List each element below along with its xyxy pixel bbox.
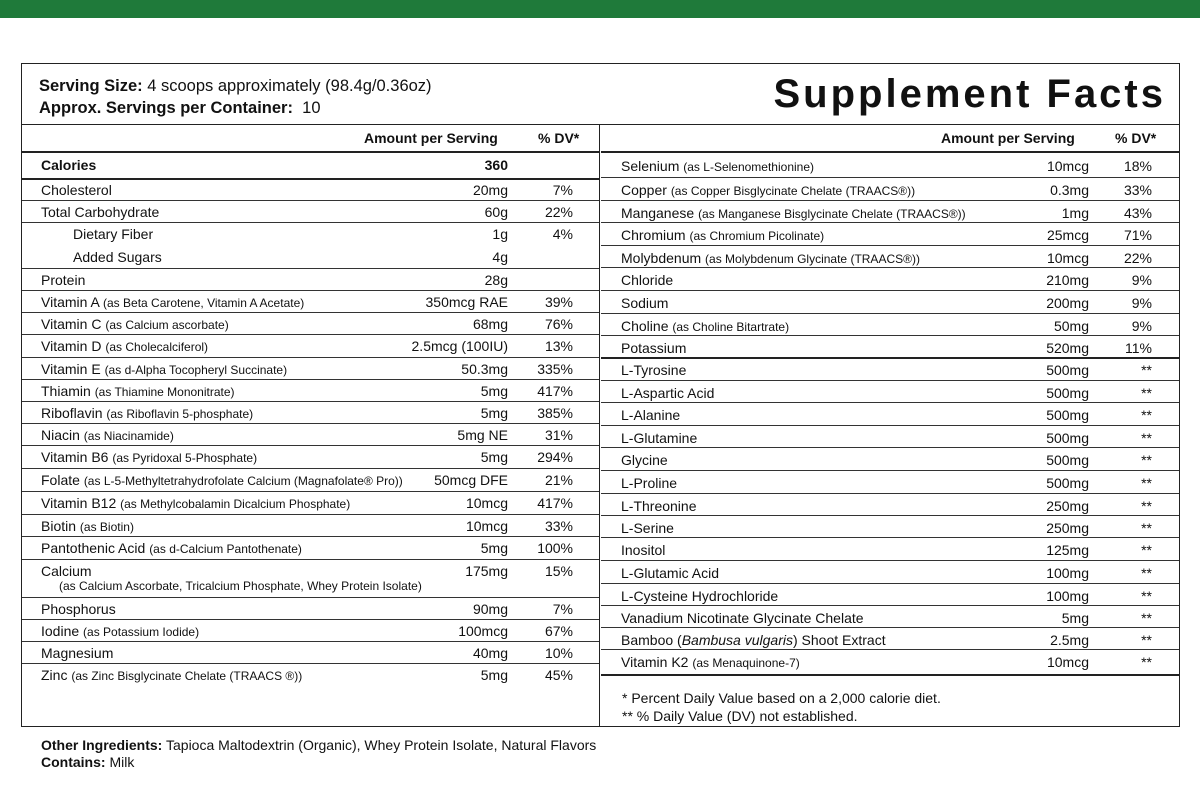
nutrient-amount: 500mg [1046,385,1089,401]
nutrient-amount: 500mg [1046,407,1089,423]
nutrient-dv: 76% [544,316,573,332]
nutrient-amount: 5mg [480,540,508,556]
nutrient-source-note: (as Calcium ascorbate) [105,318,229,332]
nutrient-label: Vitamin A [41,294,100,310]
nutrient-row [22,559,599,598]
nutrient-amount: 60g [484,204,508,220]
nutrient-label: Chloride [621,272,674,288]
nutrient-dv: ** [1141,362,1152,378]
facts-header [22,64,1179,125]
nutrient-label: Inositol [621,542,666,558]
nutrient-dv: ** [1141,654,1152,670]
nutrient-amount: 250mg [1046,498,1089,514]
nutrient-amount: 0.3mg [1050,182,1089,198]
nutrient-name [621,250,920,266]
nutrient-amount: 1mg [1061,205,1089,221]
nutrient-row [601,200,1179,223]
nutrient-name [621,407,680,423]
nutrient-label: Vitamin K2 [621,654,689,670]
other-ingredients-label: Other Ingredients: [41,737,163,753]
nutrient-amount: 5mg [480,405,508,421]
nutrient-label: Protein [41,272,86,288]
nutrient-name [41,449,257,465]
nutrient-dv: 9% [1131,295,1152,311]
nutrient-label: Magnesium [41,645,114,661]
nutrient-row [601,583,1179,606]
nutrient-name [621,475,677,491]
nutrient-name [41,405,253,421]
nutrient-amount: 50mcg DFE [434,472,508,488]
nutrient-source-note: (as Molybdenum Glycinate (TRAACS®)) [705,252,920,266]
brand-top-bar [0,0,1200,18]
nutrient-label: Vitamin B12 [41,495,117,511]
nutrient-name [621,205,966,221]
nutrient-dv: 9% [1131,272,1152,288]
nutrient-dv: 33% [1123,182,1152,198]
nutrient-row [22,153,599,180]
nutrient-amount: 5mg NE [457,427,508,443]
nutrient-label: Sodium [621,295,669,311]
other-ingredients-value: Tapioca Maltodextrin (Organic), Whey Protein Isolate, Natural Flavors [166,737,597,753]
nutrient-row [22,514,599,537]
nutrient-label: Molybdenum [621,250,702,266]
nutrient-row [601,380,1179,403]
nutrient-name [621,272,673,288]
nutrient-name [621,498,697,514]
nutrient-amount: 1g [492,226,508,242]
nutrient-row [22,423,599,446]
nutrient-row [22,245,599,269]
nutrient-label: Vitamin B6 [41,449,109,465]
nutrient-row [22,468,599,492]
nutrient-row [22,334,599,358]
nutrient-amount: 100mg [1046,565,1089,581]
nutrient-source-note: (as Pyridoxal 5-Phosphate) [112,451,258,465]
nutrient-label: L-Alanine [621,407,681,423]
left-column [22,124,599,726]
nutrient-name [621,542,665,558]
nutrient-label: L-Glutamic Acid [621,565,720,581]
nutrient-amount: 350mcg RAE [425,294,508,310]
nutrient-dv: 22% [1123,250,1152,266]
nutrient-dv: 7% [552,601,573,617]
nutrient-dv: 18% [1123,158,1152,174]
nutrient-row [22,357,599,380]
nutrient-name [41,667,302,683]
nutrient-name [621,430,697,446]
nutrient-dv: 39% [544,294,573,310]
nutrient-name [621,340,686,356]
nutrient-dv: 21% [544,472,573,488]
nutrient-label: Phosphorus [41,601,116,617]
nutrient-label: Dietary Fiber [73,226,154,242]
nutrient-dv: ** [1141,520,1152,536]
nutrient-row [601,313,1179,336]
nutrient-amount: 10mcg [1046,250,1089,266]
nutrient-row [601,357,1179,381]
nutrient-dv: 7% [552,182,573,198]
nutrient-dv: 43% [1123,205,1152,221]
nutrient-name [41,645,113,661]
nutrient-name [621,158,814,174]
nutrient-amount: 500mg [1046,452,1089,468]
nutrient-row [601,177,1179,201]
nutrient-source-note: (as Methylcobalamin Dicalcium Phosphate) [120,497,351,511]
nutrient-label: Selenium [621,158,680,174]
dv-header: % DV* [1115,130,1157,146]
nutrient-amount: 10mcg [465,495,508,511]
facts-title: Supplement Facts [773,72,1166,116]
nutrient-name [621,588,778,604]
nutrient-dv: ** [1141,632,1152,648]
nutrient-amount: 20mg [472,182,508,198]
nutrient-row [22,268,599,291]
nutrient-name [621,362,686,378]
not-established-footnote: ** % Daily Value (DV) not established. [622,708,858,724]
nutrient-source-note: (as Menaquinone-7) [692,656,800,670]
nutrient-name [621,295,668,311]
nutrient-source-note: (as L-5-Methyltetrahydrofolate Calcium (Magnafolate® Pro)) [83,474,403,488]
nutrient-row [601,493,1179,516]
nutrient-amount: 500mg [1046,430,1089,446]
nutrient-dv: ** [1141,542,1152,558]
nutrient-label: L-Cysteine Hydrochloride [621,588,779,604]
nutrient-name [41,495,350,511]
amount-header: Amount per Serving [364,130,498,146]
nutrient-amount: 4g [492,249,508,265]
nutrient-source-note: (as Niacinamide) [83,429,174,443]
nutrient-label: Niacin [41,427,80,443]
nutrient-amount: 90mg [472,601,508,617]
nutrient-label: Pantothenic Acid [41,540,146,556]
nutrient-amount: 520mg [1046,340,1089,356]
nutrient-name [41,182,112,198]
nutrient-name [41,472,403,488]
amount-header: Amount per Serving [941,130,1075,146]
left-column-header [22,124,599,153]
nutrient-label: Calories [41,157,97,173]
nutrient-row [22,641,599,664]
nutrient-label: L-Threonine [621,498,697,514]
nutrient-row [601,267,1179,291]
nutrient-dv: 67% [544,623,573,639]
nutrient-dv: 13% [544,338,573,354]
nutrient-label: Vitamin D [41,338,102,354]
nutrient-row [601,425,1179,448]
nutrient-source-note: (as Zinc Bisglycinate Chelate (TRAACS ®)) [71,669,303,683]
nutrient-label: L-Tyrosine [621,362,687,378]
nutrient-row [601,222,1179,246]
nutrient-row [22,619,599,642]
nutrient-row [22,379,599,402]
nutrient-name [621,452,668,468]
nutrient-amount: 500mg [1046,475,1089,491]
nutrient-row [22,536,599,560]
contains-value: Milk [109,754,135,770]
nutrient-label: Bamboo (Bambusa vulgaris) Shoot Extract [621,632,886,648]
nutrient-amount: 100mcg [458,623,508,639]
nutrient-label: L-Glutamine [621,430,698,446]
nutrient-source-note: (as d-Alpha Tocopheryl Succinate) [104,363,288,377]
nutrient-name [73,249,162,265]
nutrient-amount: 2.5mcg (100IU) [411,338,508,354]
nutrient-source-note: (as Beta Carotene, Vitamin A Acetate) [103,296,305,310]
botanical-name: Bambusa vulgaris [681,632,793,648]
nutrient-dv: ** [1141,407,1152,423]
nutrient-source-note: (as Choline Bitartrate) [672,320,790,334]
nutrient-name [621,520,674,536]
nutrient-amount: 10mcg [1046,158,1089,174]
nutrient-dv: ** [1141,475,1152,491]
nutrient-name [41,338,208,354]
nutrient-source-note: (as Copper Bisglycinate Chelate (TRAACS®)) [670,184,916,198]
nutrient-row [601,245,1179,268]
nutrient-amount: 28g [484,272,508,288]
supplement-facts-panel [21,63,1180,727]
nutrient-amount: 2.5mg [1050,632,1089,648]
nutrient-dv: 22% [544,204,573,220]
column-divider [599,124,600,726]
nutrient-row [601,627,1179,650]
nutrient-name [621,318,789,334]
nutrient-name [621,565,719,581]
nutrient-label: Vanadium Nicotinate Glycinate Chelate [621,610,864,626]
nutrient-label: L-Serine [621,520,674,536]
nutrient-row [601,290,1179,314]
nutrient-amount: 5mg [1061,610,1089,626]
nutrient-label: Thiamin [41,383,91,399]
nutrient-name [73,226,153,242]
nutrient-amount: 50.3mg [461,361,508,377]
nutrient-dv: 294% [537,449,573,465]
nutrient-source-note: (as Chromium Picolinate) [689,229,825,243]
nutrient-dv: ** [1141,498,1152,514]
nutrient-label: Vitamin E [41,361,101,377]
nutrient-amount: 25mcg [1046,227,1089,243]
nutrient-amount: 100mg [1046,588,1089,604]
nutrient-source-note: (as L-Selenomethionine) [683,160,815,174]
serving-info [39,75,432,119]
nutrient-dv: 10% [544,645,573,661]
nutrient-source-note: (as Cholecalciferol) [105,340,209,354]
nutrient-label: Copper [621,182,667,198]
nutrient-name [41,623,199,639]
nutrient-label: Riboflavin [41,405,103,421]
nutrient-row [601,153,1179,178]
dv-header: % DV* [538,130,580,146]
nutrient-amount: 5mg [480,449,508,465]
nutrient-source-note: (as Biotin) [79,520,134,534]
nutrient-row [601,470,1179,494]
nutrient-amount: 250mg [1046,520,1089,536]
right-column [601,124,1179,726]
nutrient-row [601,515,1179,538]
nutrient-amount: 10mcg [465,518,508,534]
nutrient-name [41,294,304,310]
nutrient-dv: 385% [537,405,573,421]
nutrient-dv: 31% [544,427,573,443]
nutrient-row [22,445,599,469]
nutrient-amount: 40mg [472,645,508,661]
nutrient-dv: 100% [537,540,573,556]
nutrient-row [22,401,599,424]
right-column-header [601,124,1179,153]
nutrient-dv: ** [1141,452,1152,468]
nutrient-name [41,427,174,443]
nutrient-name [621,227,824,243]
nutrient-name [41,272,85,288]
nutrient-amount: 200mg [1046,295,1089,311]
nutrient-dv: ** [1141,385,1152,401]
nutrient-label: Total Carbohydrate [41,204,160,220]
nutrient-row [22,663,599,686]
nutrient-amount: 210mg [1046,272,1089,288]
nutrient-label: L-Proline [621,475,678,491]
footnotes [622,689,941,725]
nutrient-row [601,537,1179,561]
nutrient-dv: 11% [1125,340,1152,356]
nutrient-label: Zinc [41,667,68,683]
nutrient-dv: 45% [544,667,573,683]
nutrient-dv: 15% [544,563,573,579]
nutrient-row [22,178,599,201]
nutrient-name [621,654,800,670]
nutrient-row [22,290,599,313]
nutrient-row [601,447,1179,471]
nutrient-row [22,597,599,620]
nutrient-dv: ** [1141,588,1152,604]
nutrient-amount: 125mg [1046,542,1089,558]
nutrient-dv: ** [1141,610,1152,626]
nutrient-label: Vitamin C [41,316,102,332]
nutrient-source-note: (as Riboflavin 5-phosphate) [106,407,254,421]
nutrient-source-note: (as Thiamine Mononitrate) [94,385,235,399]
nutrient-dv: 335% [537,361,573,377]
nutrient-dv: 71% [1123,227,1152,243]
nutrient-name [41,383,235,399]
nutrient-name [621,610,864,626]
nutrient-source-note: (as Manganese Bisglycinate Chelate (TRAACS®)) [698,207,966,221]
nutrient-dv: 9% [1131,318,1152,334]
nutrient-name [41,540,302,556]
nutrient-row [22,312,599,335]
nutrient-amount: 68mg [472,316,508,332]
nutrient-dv: 4% [552,226,573,242]
dv-footnote: * Percent Daily Value based on a 2,000 calorie diet. [622,690,941,706]
servings-value: 10 [302,99,321,117]
nutrient-name [621,385,714,401]
nutrient-name [41,157,96,173]
nutrient-amount: 10mcg [1046,654,1089,670]
nutrient-name [41,518,134,534]
nutrient-amount: 500mg [1046,362,1089,378]
nutrient-name [621,632,886,648]
nutrient-label: Chromium [621,227,686,243]
nutrient-source-note: (as d-Calcium Pantothenate) [149,542,302,556]
nutrient-label: Iodine [41,623,80,639]
nutrient-label: L-Aspartic Acid [621,385,715,401]
nutrient-label: Potassium [621,340,687,356]
nutrient-sub-note: (as Calcium Ascorbate, Tricalcium Phosphate, Whey Protein Isolate) [59,579,422,593]
nutrient-dv: 33% [544,518,573,534]
nutrient-row [22,491,599,515]
nutrient-label: Added Sugars [73,249,162,265]
nutrient-dv: 417% [537,383,573,399]
nutrient-name [41,601,116,617]
nutrient-amount: 5mg [480,383,508,399]
nutrient-label: Calcium [41,563,92,579]
nutrient-source-note: (as Potassium Iodide) [83,625,200,639]
nutrient-label: Folate [41,472,80,488]
nutrient-label: Biotin [41,518,77,534]
servings-label: Approx. Servings per Container: [39,99,293,117]
nutrient-name [41,361,287,377]
other-ingredients [41,737,596,771]
nutrient-row [601,335,1179,359]
nutrient-label: Glycine [621,452,668,468]
contains-label: Contains: [41,754,106,770]
nutrient-amount: 175mg [465,563,508,579]
nutrient-row [601,560,1179,584]
nutrient-name [621,182,915,198]
nutrient-row [601,402,1179,426]
nutrient-name [41,204,159,220]
nutrient-amount: 50mg [1053,318,1089,334]
nutrient-row [601,605,1179,628]
serving-size-label: Serving Size: [39,77,143,95]
nutrient-amount: 5mg [480,667,508,683]
nutrient-row [22,222,599,245]
nutrient-label: Manganese [621,205,695,221]
nutrient-row [601,649,1179,676]
nutrient-name [41,563,92,579]
nutrient-dv: ** [1141,565,1152,581]
serving-size-value: 4 scoops approximately (98.4g/0.36oz) [147,77,432,95]
nutrient-label: Choline [621,318,669,334]
nutrient-row [22,200,599,223]
nutrient-name [41,316,229,332]
nutrient-dv: ** [1141,430,1152,446]
nutrient-label: Cholesterol [41,182,112,198]
nutrient-dv: 417% [537,495,573,511]
nutrient-amount: 360 [484,157,508,173]
